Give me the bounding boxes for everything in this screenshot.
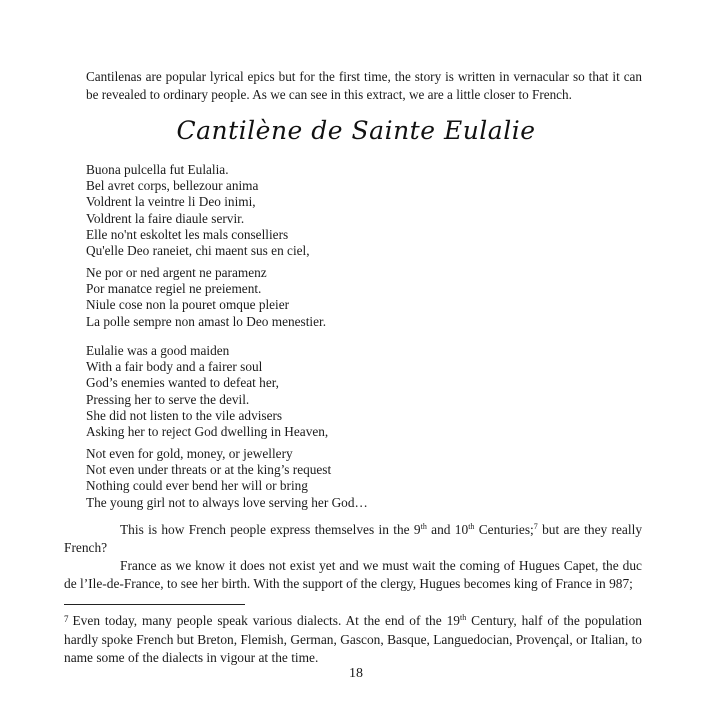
verse-line: Voldrent la veintre li Deo inimi, <box>86 194 256 210</box>
verse-line: She did not listen to the vile advisers <box>86 407 283 423</box>
footnote-reference[interactable]: 7 <box>533 522 538 531</box>
verse-line: Elle no'nt eskoltet les mals conselliers <box>86 226 289 242</box>
page-number: 18 <box>349 666 363 681</box>
text-run: Even today, many people speak various dialects. At the end of the 19 <box>72 613 460 628</box>
body-paragraph-2: France as we know it does not exist yet and we must wait the coming of Hugues Capet, the duc de l’Ile-de-France, to see her birth. With the support of the clergy, Hugues becomes king of France in 987; <box>64 558 642 591</box>
ordinal-suffix: th <box>420 522 427 531</box>
verse-line: Voldrent la faire diaule servir. <box>86 210 245 226</box>
footnote-separator <box>64 604 245 605</box>
verse-line: Eulalie was a good maiden <box>86 343 230 358</box>
intro-paragraph: Cantilenas are popular lyrical epics but for the first time, the story is written in vernacular so that it can be revealed to ordinary people. As we can see in this extract, we are a little closer to French. <box>86 69 642 102</box>
stanza-1 <box>86 162 646 259</box>
verse-line: Not even for gold, money, or jewellery <box>86 446 293 461</box>
text-run: but are they really French? <box>64 522 643 555</box>
verse-line: Asking her to reject God dwelling in Heaven, <box>86 424 329 440</box>
verse-line: Nothing could ever bend her will or bring <box>86 478 308 494</box>
stanza-2 <box>86 265 646 330</box>
footnote-number: 7 <box>64 614 69 624</box>
verse-line: La polle sempre non amast lo Deo menestier. <box>86 313 327 329</box>
verse-line: Niule cose non la pouret omque pleier <box>86 297 290 313</box>
verse-line: Qu'elle Deo raneiet, chi maent sus en ciel, <box>86 243 310 259</box>
footnote <box>64 610 642 668</box>
text-run: This is how French people express themselves in the 9 <box>120 522 421 537</box>
verse-line: Por manatce regiel ne preiement. <box>86 281 262 297</box>
verse-line: With a fair body and a fairer soul <box>86 359 263 375</box>
stanza-4 <box>86 446 646 511</box>
verse-line: Buona pulcella fut Eulalia. <box>86 162 229 177</box>
body-paragraph-1 <box>64 521 642 557</box>
text-run: and 10 <box>426 522 469 537</box>
verse-line: God’s enemies wanted to defeat her, <box>86 375 279 391</box>
verse-line: Not even under threats or at the king’s request <box>86 462 332 478</box>
verse-line: The young girl not to always love serving her God… <box>86 494 368 510</box>
stanza-3 <box>86 343 646 440</box>
poem-title: Cantilène de Sainte Eulalie <box>176 116 536 145</box>
text-run: Centuries; <box>474 522 534 537</box>
verse-line: Pressing her to serve the devil. <box>86 391 250 407</box>
verse-line: Ne por or ned argent ne paramenz <box>86 265 267 280</box>
verse-line: Bel avret corps, bellezour anima <box>86 178 259 194</box>
text-run: Century, half of the population hardly spoke French but Breton, Flemish, German, Gascon, Basque, Languedocian, Provençal, or Italian, to name some of the dialects in vigour at the time. <box>64 613 643 665</box>
ordinal-suffix: th <box>460 613 467 622</box>
ordinal-suffix: th <box>468 522 475 531</box>
